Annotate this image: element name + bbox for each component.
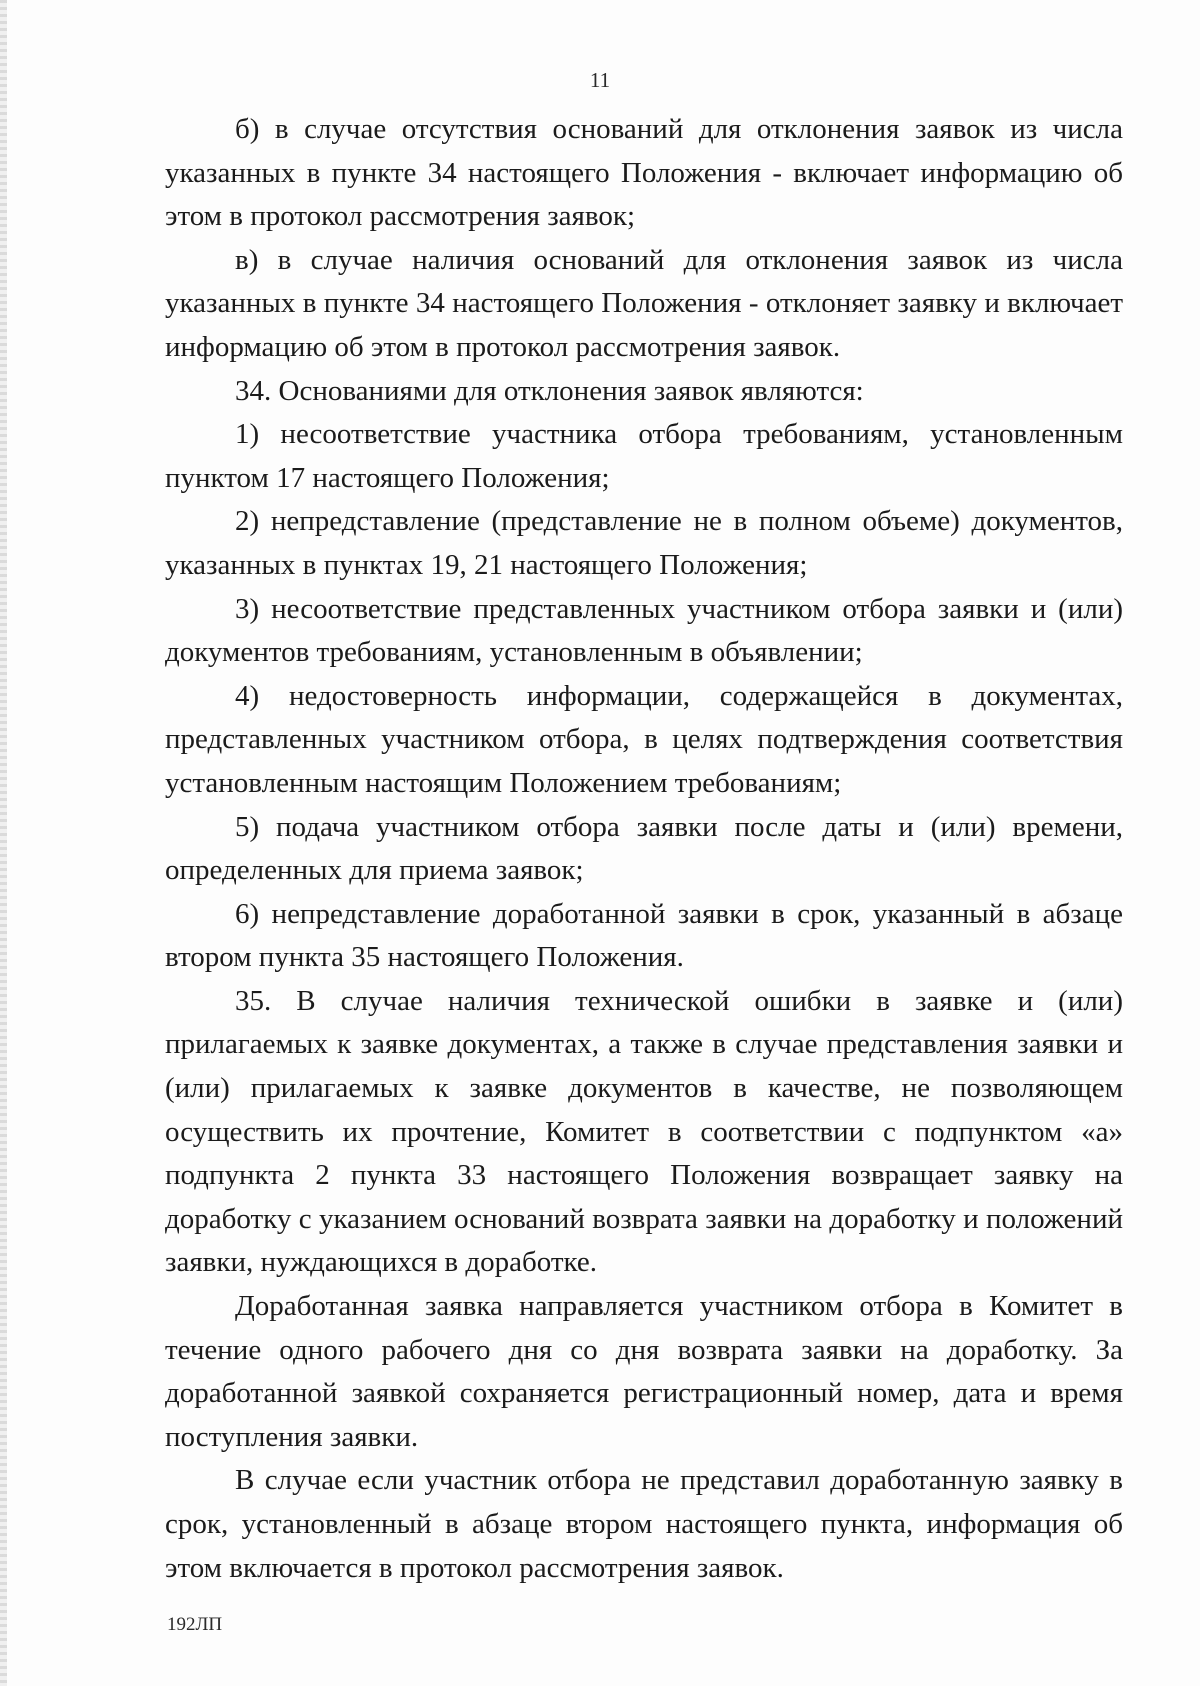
paragraph-35-reworked: Доработанная заявка направляется участником отбора в Комитет в течение одного рабочего дня со дня возврата заявки на доработку. За доработанной заявкой сохраняется регистрационный номер, дата и время поступления заявки. (165, 1290, 1123, 1453)
list-item-2: 2) непредставление (представление не в полном объеме) документов, указанных в пунктах 19, 21 настоящего Положения; (165, 505, 1123, 581)
list-item-5: 5) подача участником отбора заявки после даты и (или) времени, определенных для приема заявок; (165, 810, 1123, 887)
page-number: 11 (589, 68, 611, 92)
paragraph-v: в) в случае наличия оснований для отклонения заявок из числа указанных в пункте 34 настоящего Положения - отклоняет заявку и включает информацию об этом в протокол рассмотрения заявок. (165, 243, 1123, 363)
list-item-3: 3) несоответствие представленных участником отбора заявки и (или) документов требованиям, установленным в объявлении; (165, 592, 1123, 669)
paragraph-35-not-submitted: В случае если участник отбора не представил доработанную заявку в срок, установленный в абзаце втором настоящего пункта, информация об этом включается в протокол рассмотрения заявок. (165, 1464, 1123, 1584)
document-body (165, 108, 1123, 1590)
scan-edge (0, 0, 7, 1686)
list-item-1: 1) несоответствие участника отбора требованиям, установленным пунктом 17 настоящего Положения; (165, 418, 1123, 494)
list-item-4: 4) недостоверность информации, содержащейся в документах, представленных участником отбора, в целях подтверждения соответствия установленным настоящим Положением требованиям; (165, 679, 1123, 799)
paragraph-35: 35. В случае наличия технической ошибки в заявке и (или) прилагаемых к заявке документах, а также в случае представления заявки и (или) прилагаемых к заявке документов в качестве, не позволяющем осуществить их прочтение, Комитет в соответствии с подпунктом «а» подпункта 2 пункта 33 настоящего Положения возвращает заявку на доработку с указанием оснований возврата заявки на доработку и положений заявки, нуждающихся в доработке. (165, 984, 1123, 1279)
document-code: 192ЛП (167, 1614, 223, 1635)
paragraph-b: б) в случае отсутствия оснований для отклонения заявок из числа указанных в пункте 34 настоящего Положения - включает информацию об этом в протокол рассмотрения заявок; (165, 113, 1123, 233)
list-item-6: 6) непредставление доработанной заявки в срок, указанный в абзаце втором пункта 35 настоящего Положения. (165, 897, 1123, 974)
paragraph-34: 34. Основаниями для отклонения заявок являются: (235, 374, 864, 407)
